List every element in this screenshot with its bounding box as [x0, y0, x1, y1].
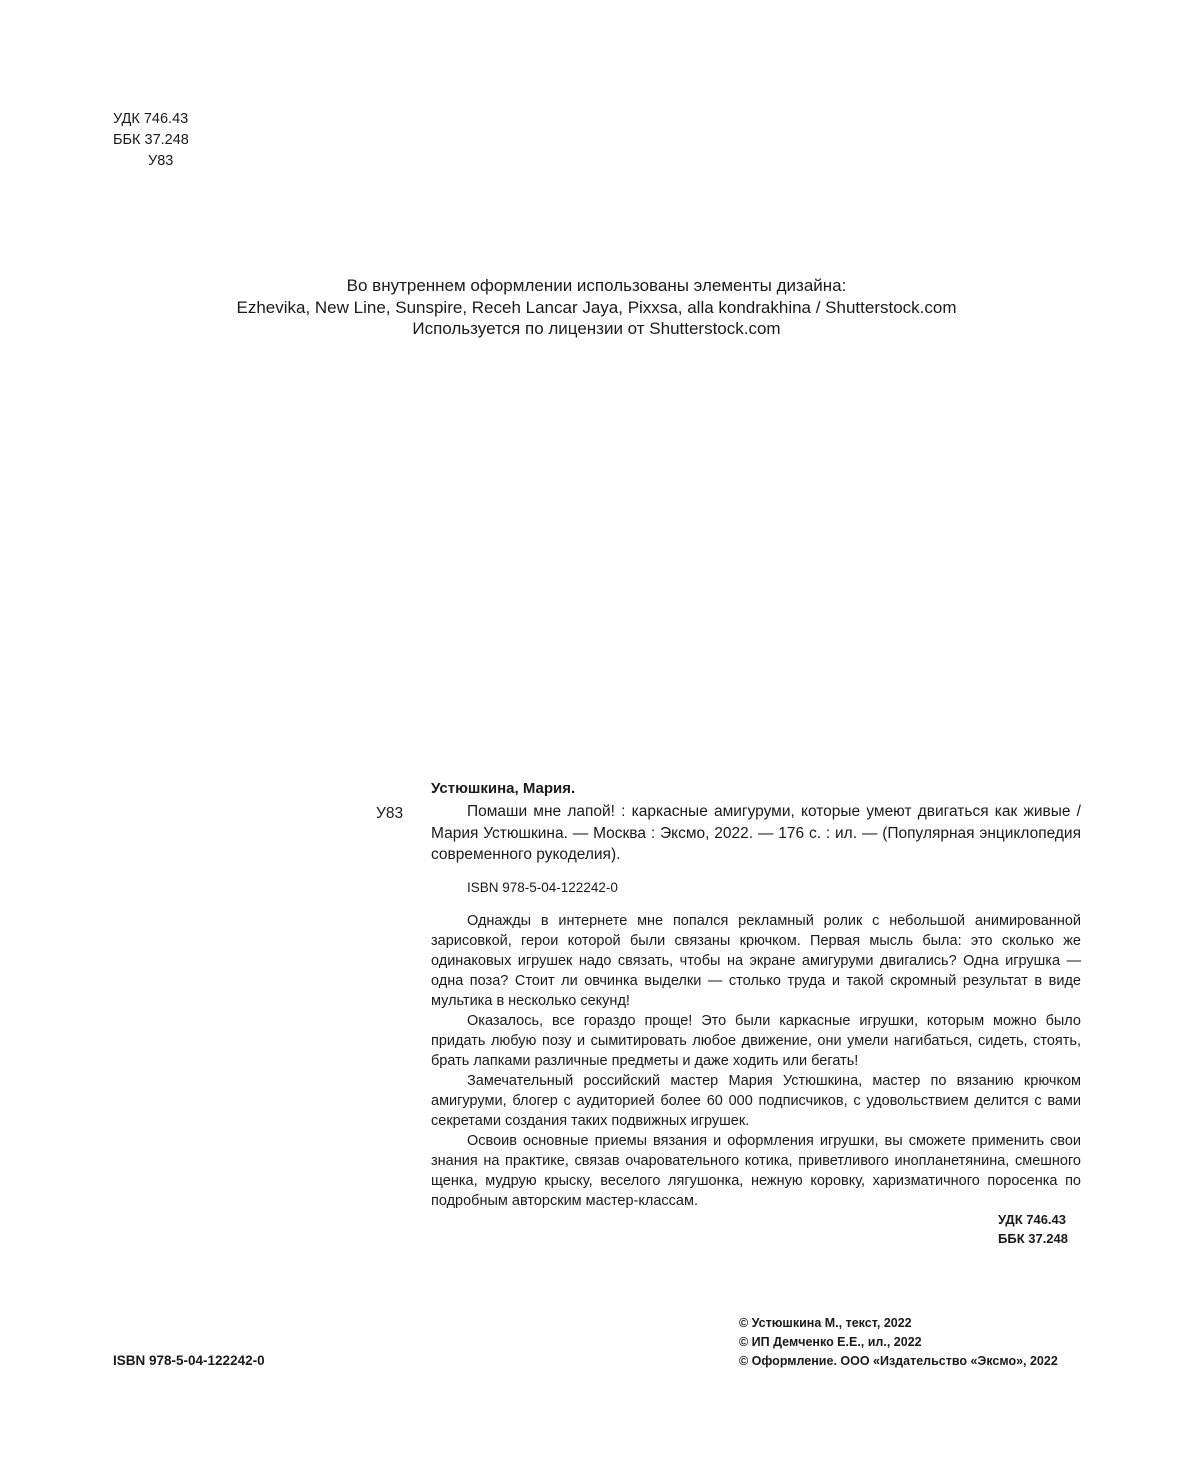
- annotation-udk: УДК 746.43: [998, 1212, 1066, 1227]
- udk-code: УДК 746.43: [113, 111, 189, 127]
- author-heading: Устюшкина, Мария.: [431, 780, 576, 797]
- credits-line-1: Во внутреннем оформлении использованы элементы дизайна:: [346, 276, 847, 295]
- footer-isbn: ISBN 978-5-04-122242-0: [113, 1353, 265, 1368]
- copyright-line-1: © Устюшкина М., текст, 2022: [739, 1316, 912, 1330]
- annotation-paragraph: Однажды в интернете мне попался рекламный ролик с небольшой анимированной зарисовкой, герои которой были связаны крючком. Первая мысль была: это сколько же одинаковых игрушек надо связать, чтобы на экране амигуруми двигались? Одна игрушка — одна поза? Стоит ли овчинка выделки — столько труда и такой скромный результат в виде мультика в несколько секунд!: [431, 913, 1081, 1009]
- annotation-paragraph: Замечательный российский мастер Мария Устюшкина, мастер по вязанию крючком амигуруми, блогер с аудиторией более 60 000 подписчиков, с удовольствием делится с вами секретами создания таких подвижных игрушек.: [431, 1073, 1081, 1129]
- copyright-line-3: © Оформление. ООО «Издательство «Эксмо», 2022: [739, 1354, 1058, 1368]
- author-mark: У83: [148, 153, 174, 169]
- classification-block: [113, 109, 189, 172]
- copyright-block: [739, 1314, 1058, 1371]
- copyright-line-2: © ИП Демченко Е.Е., ил., 2022: [739, 1335, 922, 1349]
- bib-isbn: ISBN 978-5-04-122242-0: [467, 880, 618, 895]
- annotation-paragraph: Оказалось, все гораздо проще! Это были каркасные игрушки, которым можно было придать любую позу и сымитировать любое движение, они умели нагибаться, сидеть, стоять, брать лапками различные предметы и даже ходить или бегать!: [431, 1013, 1081, 1069]
- credits-line-3: Используется по лицензии от Shutterstock.com: [412, 319, 781, 338]
- bib-author-mark: У83: [376, 805, 404, 822]
- annotation-paragraph: Освоив основные приемы вязания и оформления игрушки, вы сможете применить свои знания на практике, связав очаровательного котика, приветливого инопланетянина, смешного щенка, мудрую крыску, веселого лягушонка, нежную коровку, харизматичного поросенка по подробным авторским мастер-классам.: [431, 1133, 1081, 1209]
- credits-line-2: Ezhevika, New Line, Sunspire, Receh Lancar Jaya, Pixxsa, alla kondrakhina / Shutterstock.com: [236, 297, 957, 317]
- annotation: [431, 911, 1081, 1211]
- design-credits: [0, 275, 1193, 340]
- annotation-bbk: ББК 37.248: [998, 1231, 1068, 1246]
- annotation-codes: [998, 1210, 1068, 1248]
- bibliographic-description: Помаши мне лапой! : каркасные амигуруми, которые умеют двигаться как живые / Мария Устюшкина. — Москва : Эксмо, 2022. — 176 с. : ил. — (Популярная энциклопедия современного рукоделия).: [431, 803, 1081, 863]
- bbk-code: ББК 37.248: [113, 132, 189, 148]
